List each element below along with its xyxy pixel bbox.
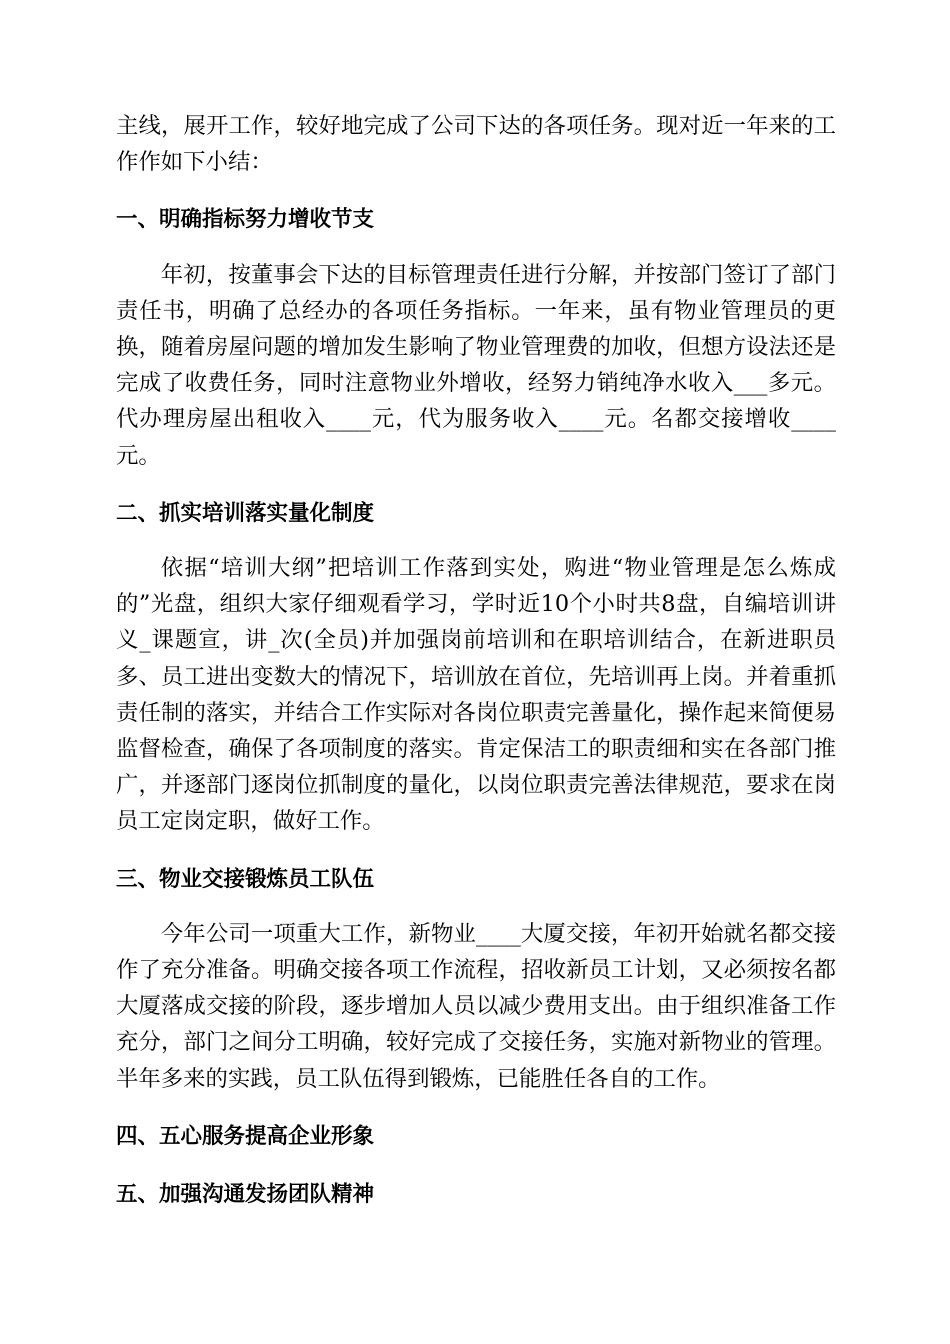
section-2-heading: 二、抓实培训落实量化制度 [116,500,375,526]
document-page [116,108,836,1213]
section-5-heading: 五、加强沟通发扬团队精神 [116,1182,375,1208]
section-4-heading: 四、五心服务提高企业形象 [116,1123,375,1149]
section-2-body: 依据“培训大纲”把培训工作落到实处，购进“物业管理是怎么炼成的”光盘，组织大家仔细观看学习，学时近10个小时共8盘，自编培训讲义_课题宣，讲_次(全员)并加强岗前培训和在职培训结合，在新进职员多、员工进出变数大的情况下，培训放在首位，先培训再上岗。并着重抓责任制的落实，并结合工作实际对各岗位职责完善量化，操作起来简便易监督检查，确保了各项制度的落实。肯定保洁工的职责细和实在各部门推广，并逐部门逐岗位抓制度的量化，以岗位职责完善法律规范，要求在岗员工定岗定职，做好工作。 [116,555,836,835]
section-3-body: 今年公司一项重大工作，新物业____大厦交接，年初开始就名都交接作了充分准备。明确交接各项工作流程，招收新员工计划，又必须按名都大厦落成交接的阶段，逐步增加人员以减少费用支出。由于组织准备工作充分，部门之间分工明确，较好完成了交接任务，实施对新物业的管理。半年多来的实践，员工队伍得到锻炼，已能胜任各自的工作。 [116,920,836,1092]
intro-paragraph: 主线，展开工作，较好地完成了公司下达的各项任务。现对近一年来的工作作如下小结： [116,113,836,176]
section-1-body: 年初，按董事会下达的目标管理责任进行分解，并按部门签订了部门责任书，明确了总经办的各项任务指标。一年来，虽有物业管理员的更换，随着房屋问题的增加发生影响了物业管理费的加收，但想方设法还是完成了收费任务，同时注意物业外增收，经努力销纯净水收入___多元。代办理房屋出租收入____元，代为服务收入____元。名都交接增收____元。 [116,261,836,469]
section-3-heading: 三、物业交接锻炼员工队伍 [116,866,375,892]
section-1-heading: 一、明确指标努力增收节支 [116,207,375,233]
